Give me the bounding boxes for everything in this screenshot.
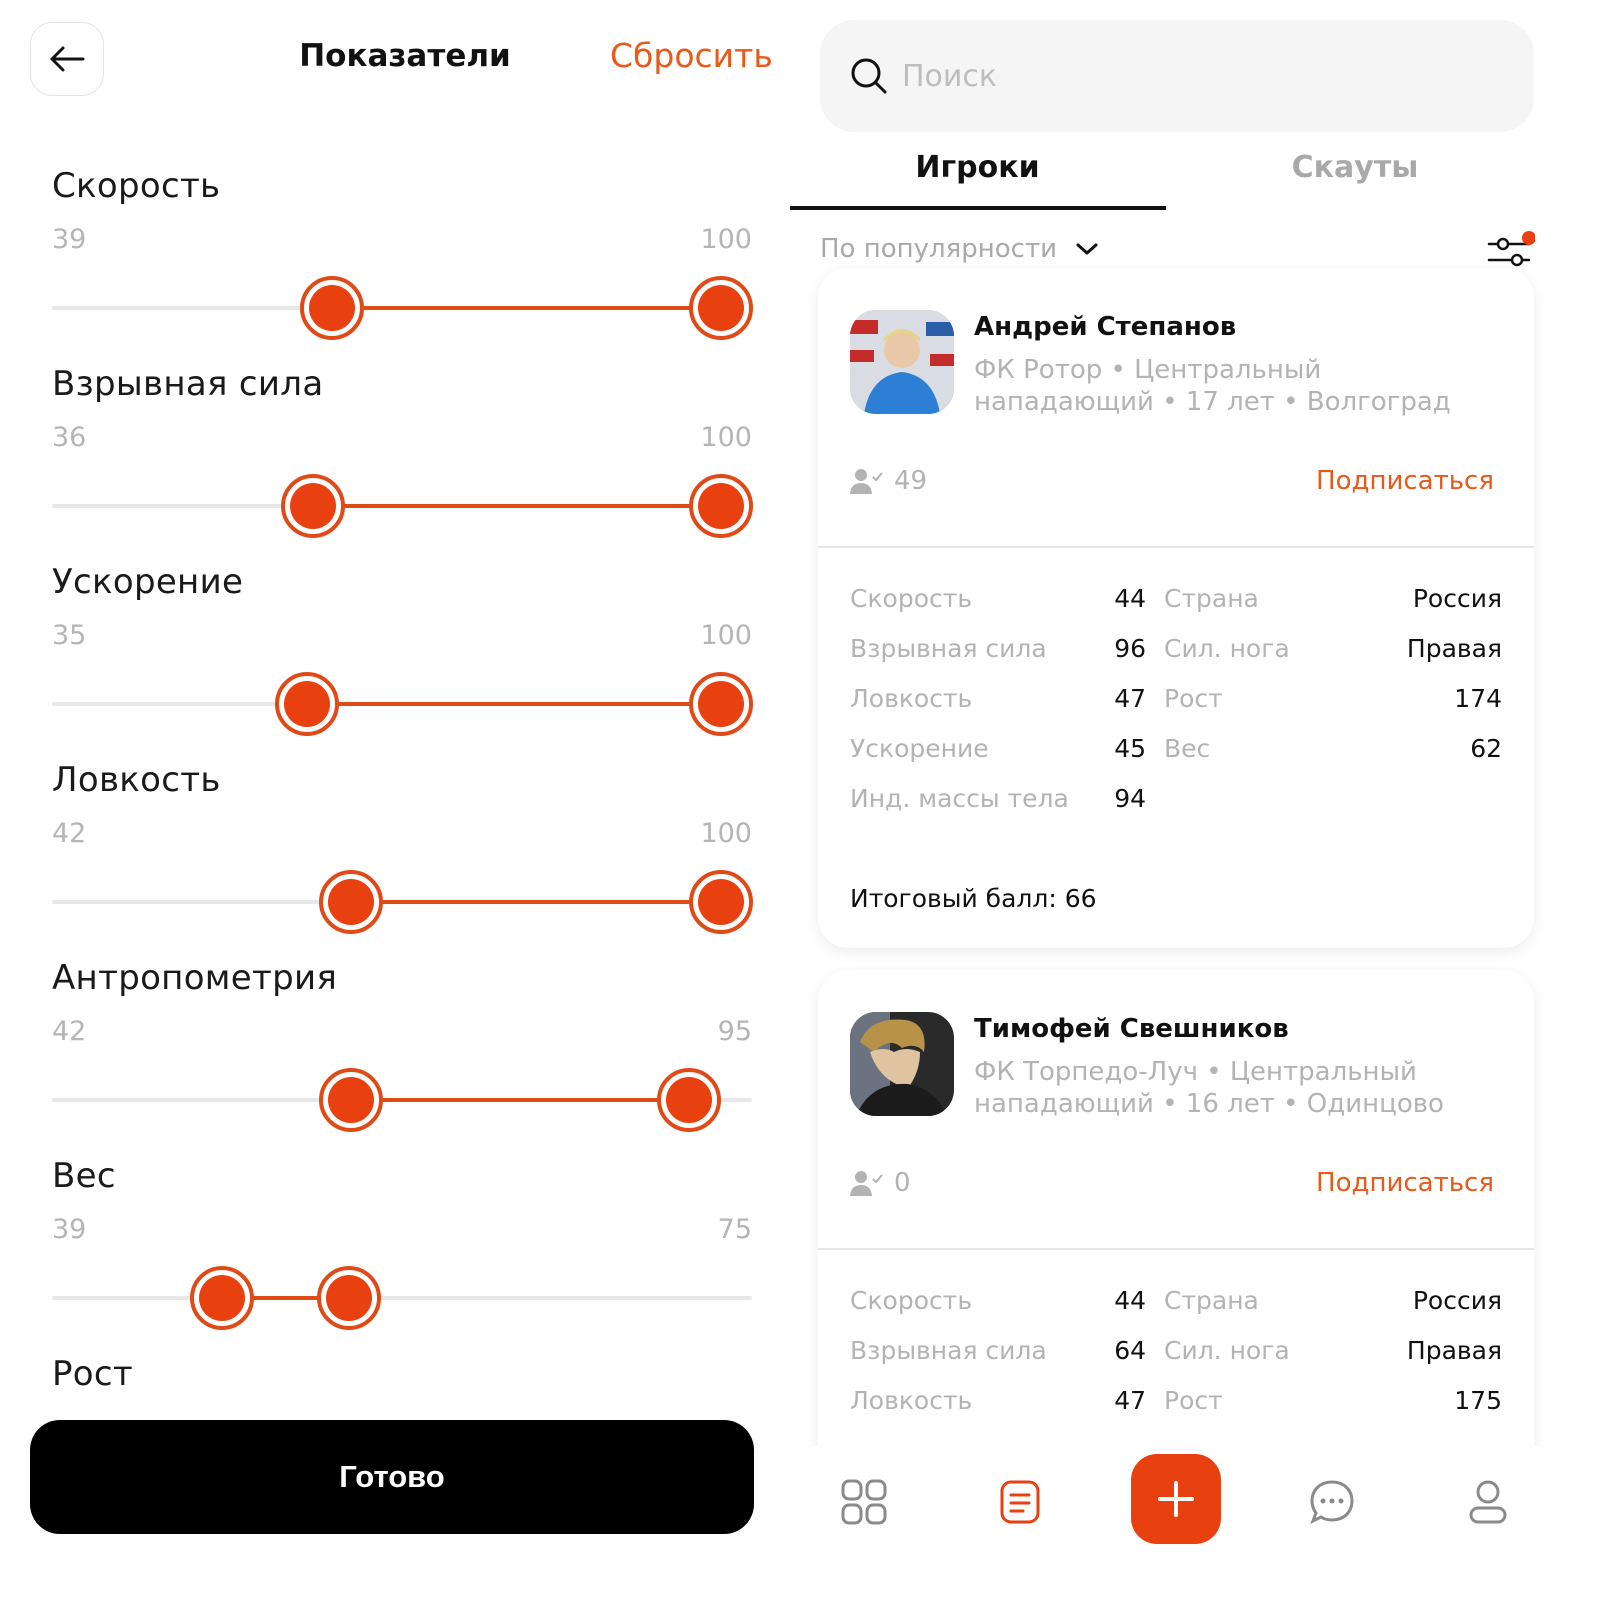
slider-track [52,1296,752,1300]
range-min: 42 [52,818,87,849]
subscribe-button[interactable]: Подписаться [1316,466,1494,496]
metric-name: Скорость [52,166,221,206]
stat-row: Взрывная сила 64 Сил. нога Правая [850,1336,1502,1365]
range-min: 36 [52,422,87,453]
stat-row: Скорость 44 Страна Россия [850,584,1502,613]
add-button[interactable] [1131,1454,1221,1544]
total-score: Итоговый балл: 66 [850,884,1097,913]
tab-players[interactable]: Игроки [915,150,1040,185]
slider-max-handle[interactable] [689,870,753,934]
player-card[interactable] [818,268,1534,948]
player-avatar [850,1012,954,1116]
range-max: 100 [700,818,752,849]
metric-name: Рост [52,1354,134,1394]
search-icon [850,57,888,95]
metric-name: Ловкость [52,760,221,800]
slider-fill [332,306,721,310]
range-slider[interactable] [52,1060,752,1140]
metric-anthropometry [52,958,752,1140]
range-slider[interactable] [52,664,752,744]
slider-min-handle[interactable] [190,1266,254,1330]
stat-row: Ловкость 47 Рост 175 [850,1386,1502,1415]
range-slider[interactable] [52,862,752,942]
range-min: 42 [52,1016,87,1047]
nav-chat[interactable] [1302,1472,1362,1532]
back-button[interactable] [30,22,104,96]
divider [818,546,1534,548]
stat-row: Ускорение 45 Вес 62 [850,734,1502,763]
grid-icon [840,1478,888,1526]
slider-max-handle[interactable] [657,1068,721,1132]
chat-icon [1308,1478,1356,1526]
nav-list[interactable] [990,1472,1050,1532]
user-check-icon [850,1169,884,1197]
player-info: ФК Ротор • Центральный нападающий • 17 лет • Волгоград [974,355,1451,417]
metric-name: Антропометрия [52,958,338,998]
slider-max-handle[interactable] [317,1266,381,1330]
players-panel [790,0,1600,1600]
range-max: 95 [717,1016,752,1047]
metric-name: Ускорение [52,562,244,602]
sort-dropdown[interactable] [820,234,1099,264]
range-max: 100 [700,422,752,453]
metric-acceleration [52,562,752,744]
plus-icon [1157,1480,1195,1518]
search-input[interactable]: Поиск [902,58,998,94]
nav-home[interactable] [834,1472,894,1532]
slider-max-handle[interactable] [689,474,753,538]
active-tab-indicator [790,206,1166,210]
player-info: ФК Торпедо-Луч • Центральный нападающий • 16 лет • Одинцово [974,1057,1444,1119]
slider-min-handle[interactable] [300,276,364,340]
followers-count: 0 [850,1168,911,1198]
arrow-left-icon [49,45,85,73]
stat-row: Скорость 44 Страна Россия [850,1286,1502,1315]
slider-max-handle[interactable] [689,672,753,736]
metric-weight [52,1156,752,1338]
done-button[interactable]: Готово [30,1420,754,1534]
range-max: 100 [700,620,752,651]
metric-height [52,1354,752,1394]
slider-max-handle[interactable] [689,276,753,340]
slider-min-handle[interactable] [319,1068,383,1132]
range-min: 39 [52,1214,87,1245]
range-slider[interactable] [52,466,752,546]
range-max: 75 [717,1214,752,1245]
range-min: 35 [52,620,87,651]
subscribe-button[interactable]: Подписаться [1316,1168,1494,1198]
range-min: 39 [52,224,87,255]
metric-agility [52,760,752,942]
list-icon [998,1478,1042,1526]
nav-profile[interactable] [1458,1472,1518,1532]
divider [818,1248,1534,1250]
metric-name: Взрывная сила [52,364,324,404]
stat-row: Ловкость 47 Рост 174 [850,684,1502,713]
search-bar[interactable] [820,20,1534,132]
metric-speed [52,166,752,348]
slider-min-handle[interactable] [275,672,339,736]
tab-scouts[interactable]: Скауты [1291,150,1419,185]
range-max: 100 [700,224,752,255]
range-slider[interactable] [52,268,752,348]
sort-label: По популярности [820,234,1058,264]
metric-explosive-power [52,364,752,546]
slider-min-handle[interactable] [319,870,383,934]
slider-fill [351,900,721,904]
slider-fill [313,504,720,508]
chevron-down-icon [1075,241,1099,257]
user-check-icon [850,467,884,495]
stat-row: Инд. массы тела 94 [850,784,1146,813]
player-name[interactable]: Андрей Степанов [974,312,1237,342]
filters-title: Показатели [299,38,511,74]
metric-name: Вес [52,1156,116,1196]
player-avatar [850,310,954,414]
reset-button[interactable]: Сбросить [610,36,773,75]
profile-icon [1466,1478,1510,1526]
player-name[interactable]: Тимофей Свешников [974,1014,1289,1044]
range-slider[interactable] [52,1258,752,1338]
bottom-nav [790,1446,1600,1600]
slider-fill [351,1098,689,1102]
stat-row: Взрывная сила 96 Сил. нога Правая [850,634,1502,663]
slider-fill [307,702,721,706]
followers-count: 49 [850,466,927,496]
slider-min-handle[interactable] [281,474,345,538]
